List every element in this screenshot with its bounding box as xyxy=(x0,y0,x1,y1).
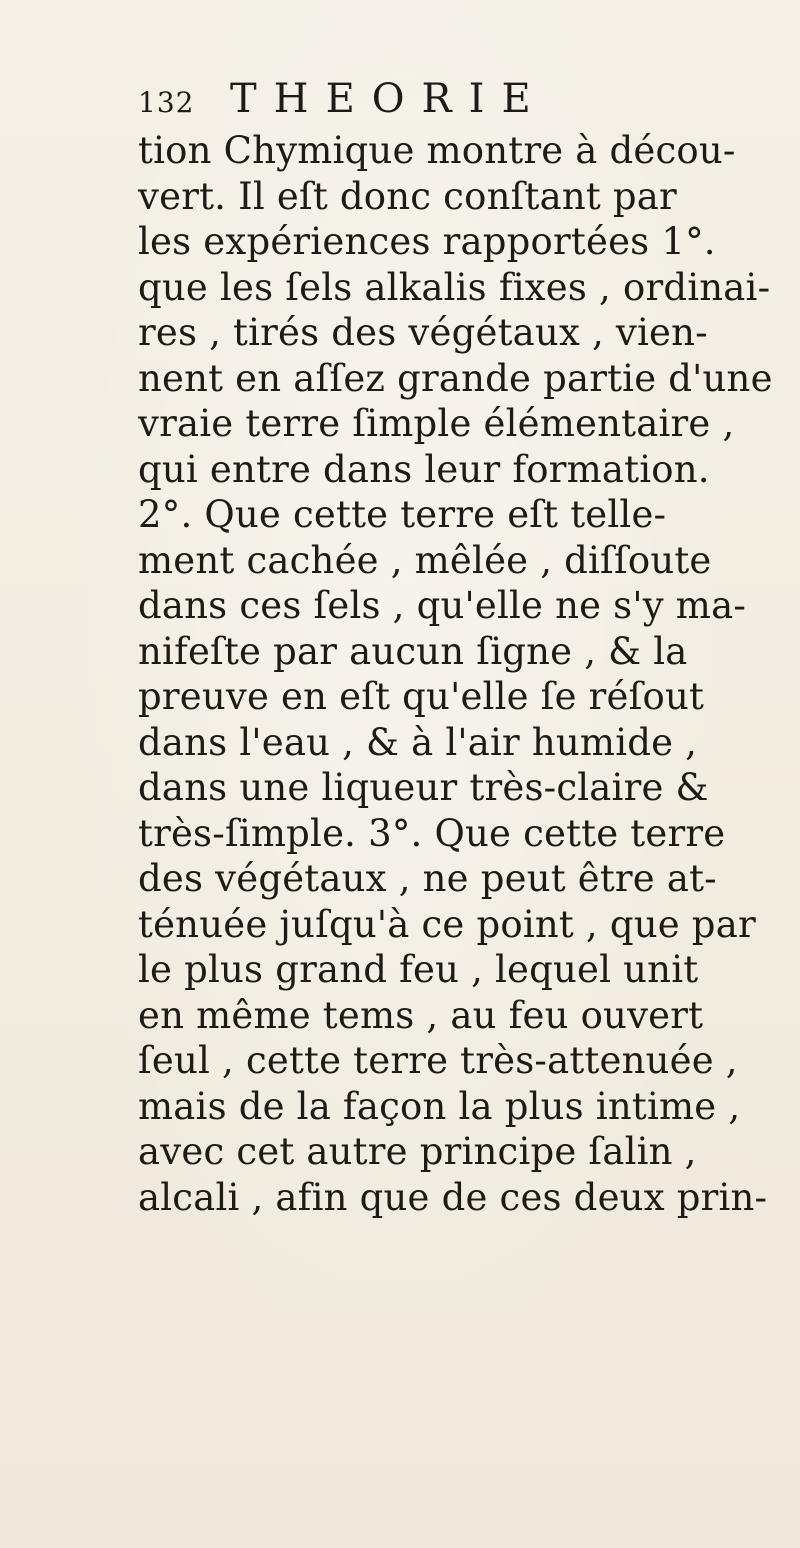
text-line: vraie terre ſimple élémentaire , xyxy=(138,402,735,445)
running-title: THEORIE xyxy=(230,76,548,122)
text-line: ténuée juſqu'à ce point , que par xyxy=(138,902,756,946)
page-number: 132 xyxy=(138,86,195,119)
text-line: avec cet autre principe ſalin , xyxy=(138,1130,697,1173)
text-line: mais de la façon la plus intime , xyxy=(138,1084,741,1128)
body-text xyxy=(138,128,798,1220)
text-line: vert. Il eſt donc conſtant par xyxy=(138,174,677,218)
text-line: ſeul , cette terre très-attenuée , xyxy=(138,1039,738,1082)
text-line: ment cachée , mêlée , diſſoute xyxy=(138,538,712,582)
text-line: qui entre dans leur formation. xyxy=(138,447,710,491)
text-line: dans ces ſels , qu'elle ne s'y ma- xyxy=(138,584,747,627)
text-line: nent en aſſez grande partie d'une xyxy=(138,356,773,400)
text-line: des végétaux , ne peut être at- xyxy=(138,857,717,900)
text-line: preuve en eſt qu'elle ſe réſout xyxy=(138,675,705,718)
text-line: très-ſimple. 3°. Que cette terre xyxy=(138,811,726,855)
text-line: dans une liqueur très-claire & xyxy=(138,766,709,809)
page-header xyxy=(138,76,548,126)
text-line: en même tems , au feu ouvert xyxy=(138,993,704,1037)
text-line: les expériences rapportées 1°. xyxy=(138,220,716,263)
text-line: 2°. Que cette terre eſt telle- xyxy=(138,493,667,536)
text-line: dans l'eau , & à l'air humide , xyxy=(138,720,698,764)
text-line: tion Chymique montre à décou- xyxy=(138,129,736,172)
text-line: nifeſte par aucun ſigne , & la xyxy=(138,629,688,673)
text-line: que les ſels alkalis fixes , ordinai- xyxy=(138,265,771,309)
text-line: le plus grand feu , lequel unit xyxy=(138,948,699,991)
text-line: alcali , afin que de ces deux prin- xyxy=(138,1175,768,1219)
text-line: res , tirés des végétaux , vien- xyxy=(138,311,708,354)
